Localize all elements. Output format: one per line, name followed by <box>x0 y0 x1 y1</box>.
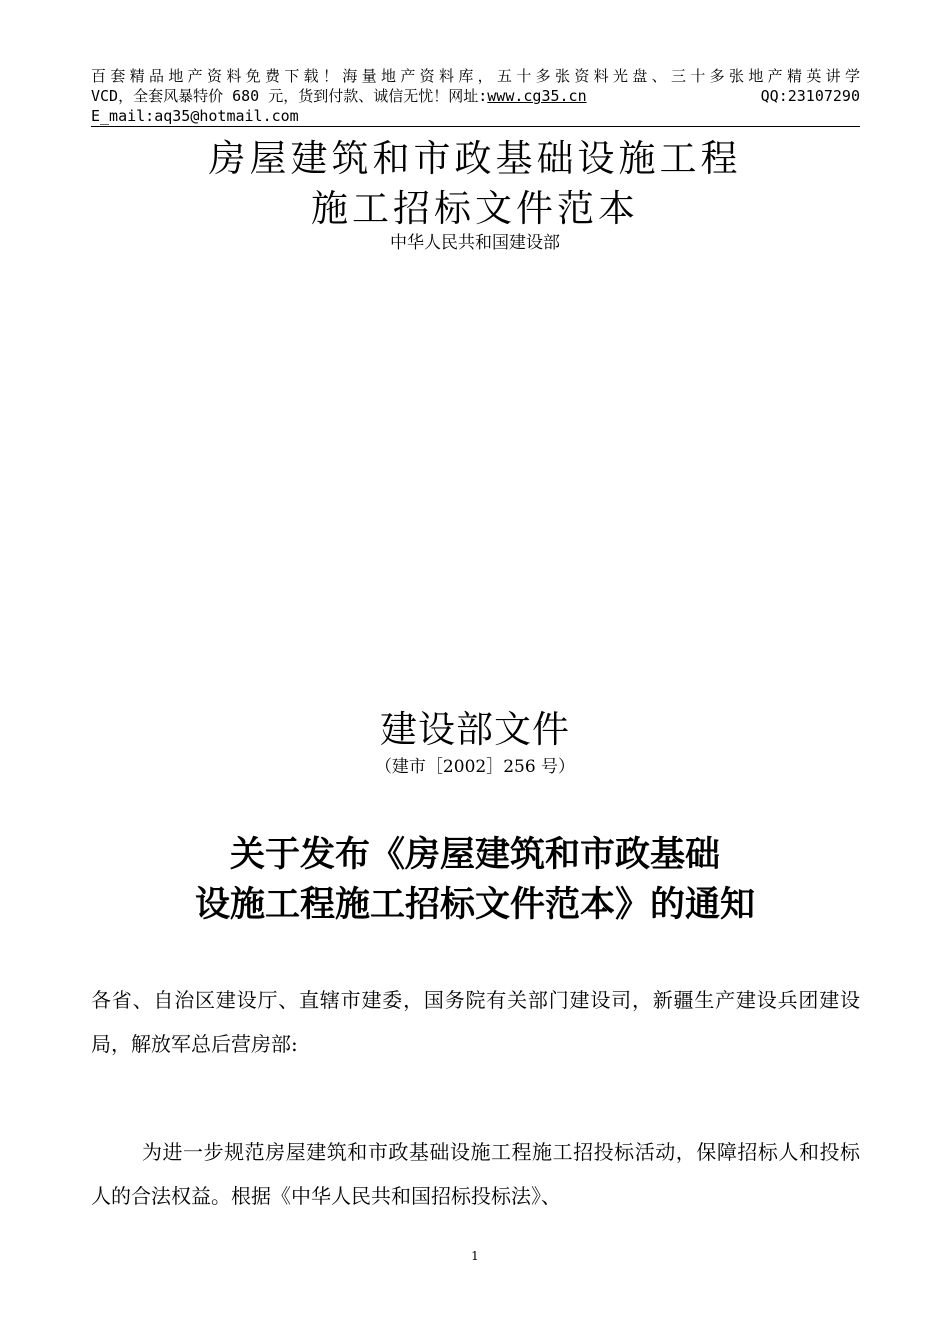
header-price-text: VCD，全套风暴特价 680 元，货到付款、诚信无忧！网址: <box>91 87 488 105</box>
main-title-line-1: 房屋建筑和市政基础设施工程 <box>208 137 742 180</box>
header-qq: QQ:23107290 <box>760 87 860 105</box>
document-heading: 建设部文件 <box>380 708 570 751</box>
header-email: E_mail:aq35@hotmail.com <box>91 107 299 125</box>
notice-title-line-2: 设施工程施工招标文件范本》的通知 <box>194 885 755 925</box>
addressees-paragraph: 各省、自治区建设厅、直辖市建委，国务院有关部门建设司，新疆生产建设兵团建设局，解放军总后营房部: <box>91 988 860 1056</box>
website-link[interactable]: www.cg35.cn <box>487 87 587 105</box>
header-ad-line-2 <box>91 86 860 106</box>
issuing-authority: 中华人民共和国建设部 <box>390 233 560 253</box>
main-title-line-2: 施工招标文件范本 <box>311 187 639 230</box>
document-heading-block <box>0 706 950 780</box>
header-divider <box>91 126 860 127</box>
page-number: 1 <box>471 1249 479 1263</box>
notice-title-block <box>0 830 950 930</box>
header-ad-text <box>91 86 587 106</box>
header-ad-line-1: 百套精品地产资料免费下载！海量地产资料库，五十多张资料光盘、三十多张地产精英讲学 <box>91 67 860 85</box>
cover-title-block <box>0 134 950 254</box>
notice-title-line-1: 关于发布《房屋建筑和市政基础 <box>229 835 720 875</box>
body-paragraph: 为进一步规范房屋建筑和市政基础设施工程施工招投标活动，保障招标人和投标人的合法权益。根据《中华人民共和国招标投标法》、 <box>91 1140 860 1208</box>
page-header <box>91 66 860 126</box>
document-number: （建市［2002］256 号） <box>374 757 576 777</box>
